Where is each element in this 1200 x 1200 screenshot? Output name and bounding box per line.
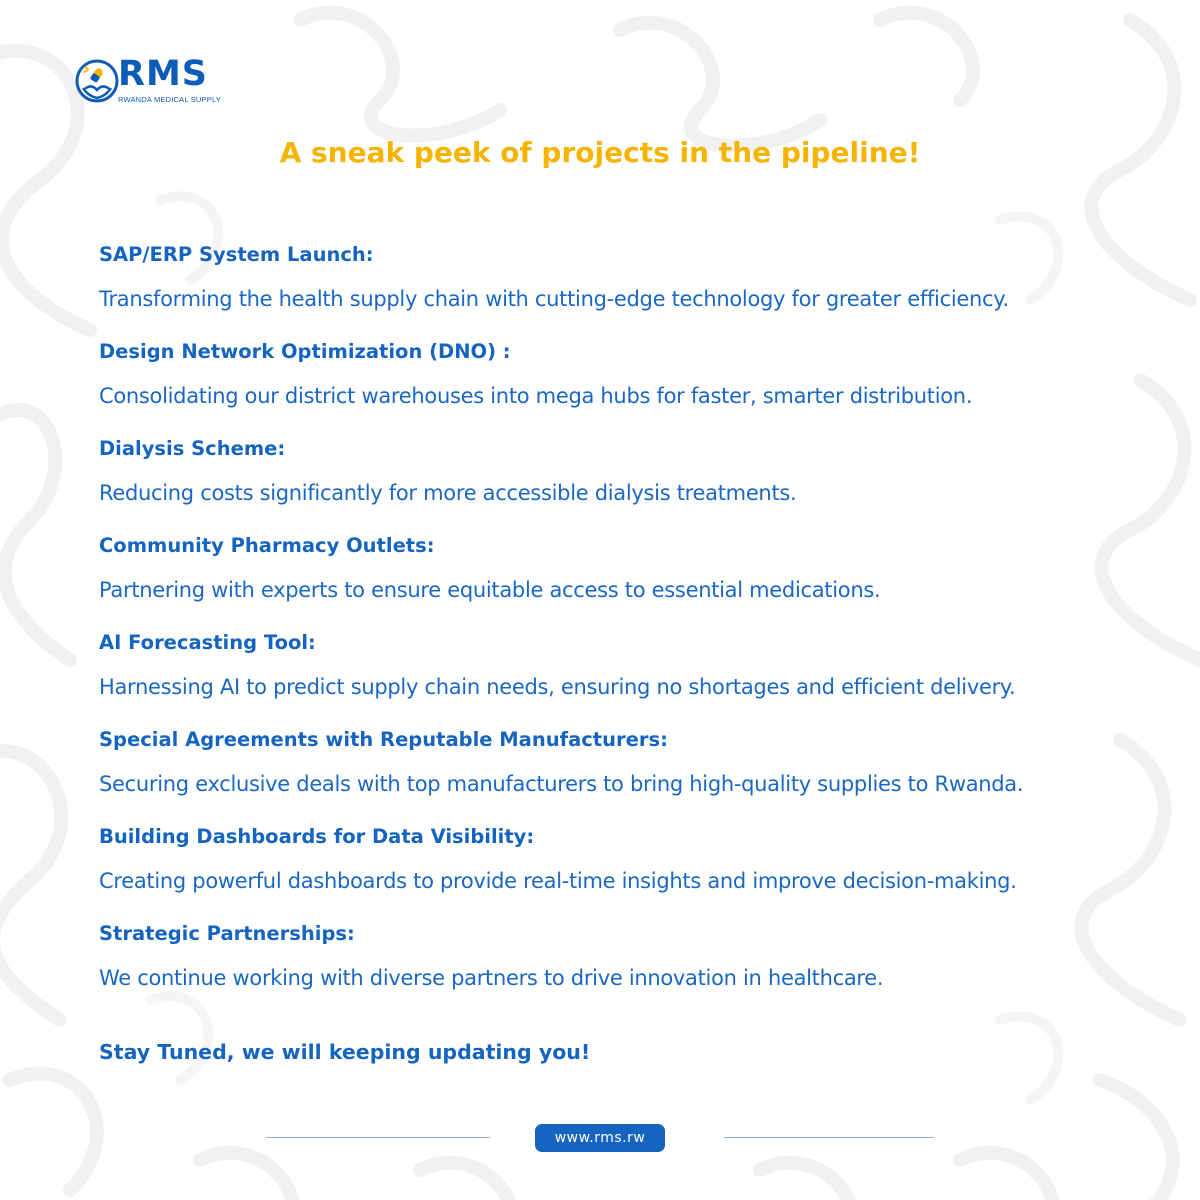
project-item	[99, 434, 1159, 531]
project-item	[99, 628, 1159, 725]
project-item	[99, 240, 1159, 337]
project-item	[99, 822, 1159, 919]
project-description: Transforming the health supply chain with cutting-edge technology for greater efficiency.	[99, 287, 1009, 311]
project-item	[99, 531, 1159, 628]
project-description: Consolidating our district warehouses into mega hubs for faster, smarter distribution.	[99, 384, 973, 408]
website-link[interactable]: www.rms.rw	[535, 1124, 665, 1152]
project-description: Reducing costs significantly for more accessible dialysis treatments.	[99, 481, 797, 505]
closing-message: Stay Tuned, we will keeping updating you!	[99, 1040, 591, 1064]
project-heading: SAP/ERP System Launch:	[99, 243, 374, 266]
project-heading: Strategic Partnerships:	[99, 922, 355, 945]
project-heading: Special Agreements with Reputable Manufacturers:	[99, 728, 668, 751]
footer-divider-right	[724, 1137, 934, 1138]
page-title: A sneak peek of projects in the pipeline!	[279, 136, 921, 169]
footer-divider-left	[266, 1137, 490, 1138]
project-list	[99, 240, 1159, 1016]
project-item	[99, 919, 1159, 1016]
project-description: Creating powerful dashboards to provide real-time insights and improve decision-making.	[99, 869, 1017, 893]
project-heading: Dialysis Scheme:	[99, 437, 286, 460]
project-description: Securing exclusive deals with top manufacturers to bring high-quality supplies to Rwanda.	[99, 772, 1024, 796]
rms-logo	[74, 54, 234, 108]
project-heading: AI Forecasting Tool:	[99, 631, 316, 654]
project-description: Partnering with experts to ensure equitable access to essential medications.	[99, 578, 881, 602]
project-heading: Building Dashboards for Data Visibility:	[99, 825, 535, 848]
logo-tagline: RWANDA MEDICAL SUPPLY	[118, 95, 221, 104]
project-description: We continue working with diverse partners to drive innovation in healthcare.	[99, 966, 884, 990]
project-item	[99, 725, 1159, 822]
project-heading: Design Network Optimization (DNO) :	[99, 340, 511, 363]
hands-holding-medicine-icon	[74, 58, 120, 104]
project-heading: Community Pharmacy Outlets:	[99, 534, 435, 557]
logo-wordmark: RMS	[118, 54, 208, 94]
project-description: Harnessing AI to predict supply chain needs, ensuring no shortages and efficient delivery.	[99, 675, 1016, 699]
project-item	[99, 337, 1159, 434]
